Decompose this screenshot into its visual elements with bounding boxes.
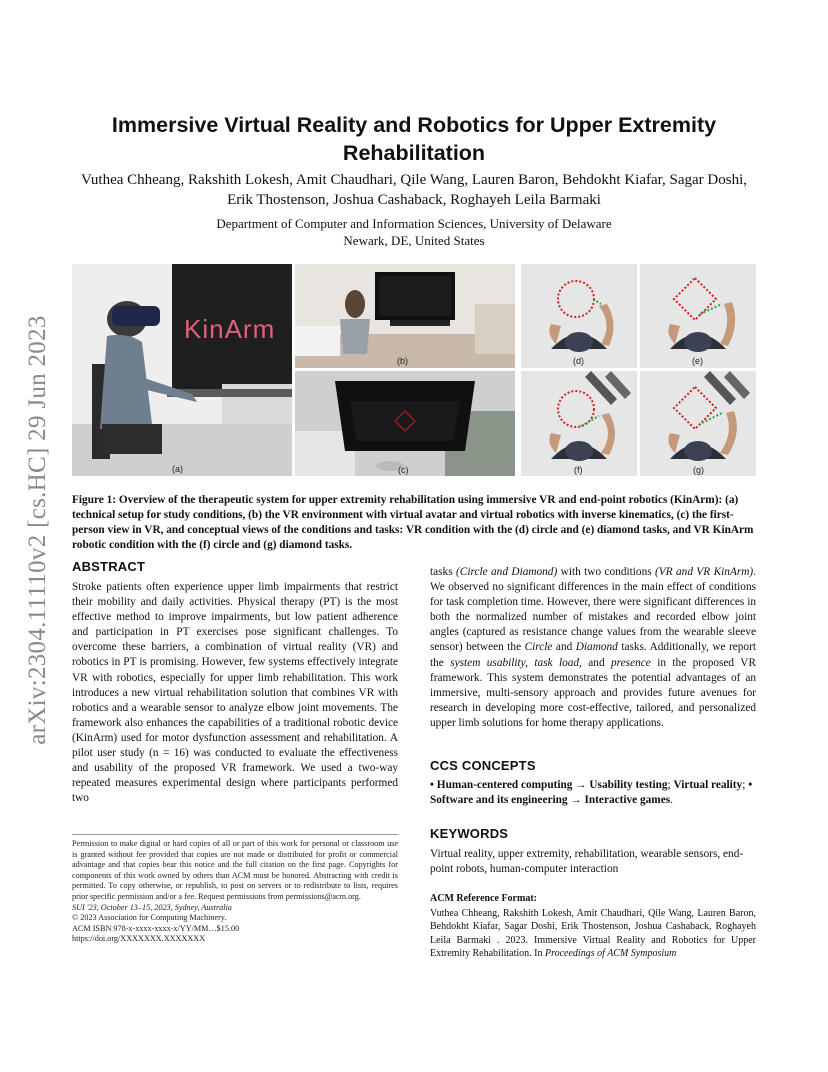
- panel-label-b: (b): [397, 356, 408, 366]
- author-list: Vuthea Chheang, Rakshith Lokesh, Amit Chaudhari, Qile Wang, Lauren Baron, Behdokht Kiafar, Sagar Doshi, Erik Thostenson, Joshua Cashaback, Roghayeh Leila Barmaki: [80, 172, 748, 208]
- affiliation: [72, 215, 756, 249]
- figure-panel-d: [521, 264, 637, 368]
- kinarm-sign: KinArm: [184, 314, 276, 344]
- ccs-heading: CCS CONCEPTS: [430, 758, 536, 773]
- panel-label-c: (c): [398, 465, 409, 475]
- panel-label-f: (f): [574, 465, 583, 475]
- footnote-rule: [72, 834, 398, 835]
- doi-line[interactable]: https://doi.org/XXXXXXX.XXXXXXX: [72, 934, 206, 944]
- keywords-text: Virtual reality, upper extremity, rehabilitation, wearable sensors, end-point robots, human-computer interaction: [430, 848, 744, 876]
- permission-footnote: [72, 839, 398, 945]
- abstract-continued: tasks (Circle and Diamond) with two conditions (VR and VR KinArm). We observed no significant differences in the main effect of conditions for task completion time. However, there were significant differences in both the normalized number of mistakes and recorded elbow joint angles (captured as resistance change values from the wearable sleeve sensor) between the Circle and Diamond tasks. Additionally, we report the system usability, task load, and presence in the proposed VR framework. This system demonstrates the potential advantages of an immersive, multi-sensory approach and provides future avenues for research in developing more cost-effective, tailored, and personalized upper limb solutions for home therapy applications.: [430, 566, 757, 729]
- copyright-line: © 2023 Association for Computing Machinery.: [72, 913, 227, 923]
- keywords-heading: KEYWORDS: [430, 826, 509, 841]
- figure-panel-e: [640, 264, 756, 368]
- venue-line: SUI '23, October 13–15, 2023, Sydney, Australia: [72, 902, 232, 912]
- arxiv-stamp: arXiv:2304.11110v2 [cs.HC] 29 Jun 2023: [24, 315, 51, 745]
- figure-panel-c: [295, 371, 515, 476]
- figure-panel-a: [72, 264, 292, 476]
- affiliation-location: Newark, DE, United States: [343, 233, 485, 248]
- isbn-line: ACM ISBN 978-x-xxxx-xxxx-x/YY/MM…$15.00: [72, 923, 240, 933]
- acm-reference-text: Vuthea Chheang, Rakshith Lokesh, Amit Chaudhari, Qile Wang, Lauren Baron, Behdokht Kiafar, Sagar Doshi, Erik Thostenson, Joshua Cashaback, Roghayeh Leila Barmaki . 2023. Immersive Virtual Reality and Robotics for Upper Extremity Rehabilitation. In Proceedings of ACM Symposium: [430, 908, 756, 959]
- panel-label-e: (e): [692, 356, 703, 366]
- figure-panel-b: [295, 264, 515, 368]
- panel-label-g: (g): [693, 465, 704, 475]
- figure-panel-g: [640, 371, 756, 476]
- figure-panel-f: [521, 371, 637, 476]
- abstract-text: Stroke patients often experience upper limb impairments that restrict their mobility and daily activities. Physical therapy (PT) is the most effective method to improve impairments, but low patient adherence and participation in PT exercises pose significant challenges. To overcome these barriers, a combination of virtual reality (VR) and robotics in PT is promising. However, few systems effectively integrate VR with robotics, especially for upper limb rehabilitation. This work introduces a new virtual rehabilitation solution that combines VR with robotics and a wearable sensor to analyze elbow joint movements. The framework also enhances the capabilities of a traditional robotic device (KinArm) used for motor dysfunction assessment and rehabilitation. A pilot user study (n = 16) was conducted to evaluate the effectiveness and usability of the proposed VR framework. We used a two-way repeated measures experimental design where participants performed two: [72, 581, 398, 805]
- ccs-text: • Human-centered computing → Usability testing; Virtual reality; • Software and its engineering → Interactive games.: [430, 779, 753, 807]
- panel-label-a: (a): [172, 464, 183, 474]
- acm-reference-heading: ACM Reference Format:: [430, 893, 537, 904]
- permission-notice: Permission to make digital or hard copies of all or part of this work for personal or classroom use is granted without fee provided that copies are not made or distributed for profit or commercial advantage and that copies bear this notice and the full citation on the first page. Copyrights for components of this work owned by others than ACM must be honored. Abstracting with credit is permitted. To copy otherwise, or republish, to post on servers or to redistribute to lists, requires prior specific permission and/or a fee. Request permissions from permissions@acm.org.: [72, 839, 398, 901]
- abstract-heading: ABSTRACT: [72, 559, 146, 574]
- affiliation-department: Department of Computer and Information Sciences, University of Delaware: [216, 216, 612, 231]
- paper-title: Immersive Virtual Reality and Robotics for Upper Extremity Rehabilitation: [111, 113, 717, 165]
- panel-label-d: (d): [573, 356, 584, 366]
- figure-caption: Figure 1: Overview of the therapeutic system for upper extremity rehabilitation using immersive VR and end-point robotics (KinArm): (a) technical setup for study conditions, (b) the VR environment with virtual avatar and virtual robotics with inverse kinematics, (c) the first-person view in VR, and conceptual views of the conditions and tasks: VR condition with the (d) circle and (e) diamond tasks, and VR KinArm robotic condition with the (f) circle and (g) diamond tasks.: [72, 494, 754, 551]
